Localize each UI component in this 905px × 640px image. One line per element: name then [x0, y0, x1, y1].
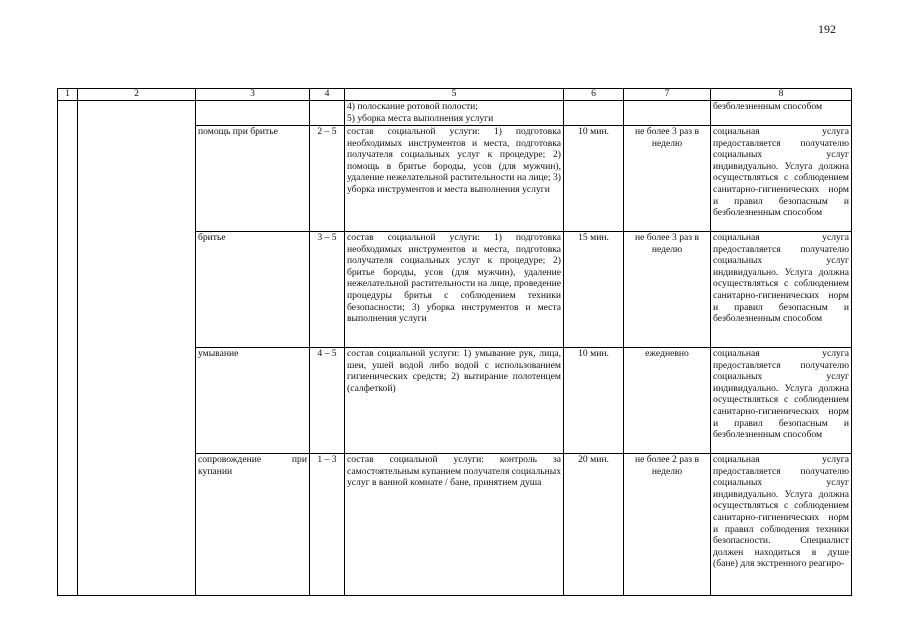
empty-cell	[624, 101, 711, 126]
service-name-cell: помощь при бритье	[196, 126, 310, 232]
conditions-cell: социальная услуга предоставляется получателю социальных услуг индивидуально. Услуга должна осуществляться с соблюдением санитарно-гигиенических норм и правил безопасным и безболезненным способом	[711, 126, 852, 232]
services-table	[57, 88, 852, 596]
code-cell: 3 – 5	[310, 232, 345, 348]
code-cell: 1 – 3	[310, 454, 345, 596]
column-number: 3	[196, 89, 310, 101]
frequency-cell: не более 2 раз в неделю	[624, 454, 711, 596]
column-number: 5	[345, 89, 564, 101]
conditions-text: безболезненным способом	[713, 101, 823, 112]
frequency-cell: не более 3 раз в неделю	[624, 126, 711, 232]
composition-line: 1) подготовка необходимых инструментов и места, подготовка получателя социальных услуг к процедуре;	[347, 126, 561, 161]
conditions-cell: социальная услуга предоставляется получателю социальных услуг индивидуально. Услуга должна осуществляться с соблюдением санитарно-гигиенических норм и правил безопасным и безболезненным способом	[711, 348, 852, 454]
empty-cell	[564, 101, 624, 126]
composition-line: 5) уборка места выполнения услуги	[347, 112, 494, 124]
empty-cell	[310, 101, 345, 126]
frequency-cell: не более 3 раз в неделю	[624, 232, 711, 348]
composition-cell	[345, 126, 564, 232]
composition-line: 1) подготовка необходимых инструментов и места, подготовка получателя социальных услуг к процедуре;	[347, 232, 561, 267]
duration-cell: 20 мин.	[564, 454, 624, 596]
conditions-cell	[711, 101, 852, 126]
column-number: 1	[58, 89, 78, 101]
composition-line: 2) вытирание полотенцем (салфеткой)	[347, 371, 561, 394]
frequency-cell: ежедневно	[624, 348, 711, 454]
composition-line: 3) уборка инструментов и места выполнения услуги	[347, 172, 561, 195]
composition-cell	[345, 454, 564, 596]
empty-cell	[196, 101, 310, 126]
composition-line: состав социальной услуги:	[347, 454, 484, 465]
empty-cell	[78, 101, 196, 596]
service-name-cell: бритье	[196, 232, 310, 348]
column-number: 6	[564, 89, 624, 101]
page-number: 192	[818, 22, 836, 36]
code-cell: 2 – 5	[310, 126, 345, 232]
service-name-cell: умывание	[196, 348, 310, 454]
composition-line: контроль за самостоятельным купанием получателя социальных услуг в ванной комнате / бане, принятием душа	[347, 454, 561, 489]
composition-line: 3) уборка инструментов и места выполнения услуги	[347, 301, 561, 325]
composition-line: состав социальной услуги:	[347, 348, 460, 359]
composition-cell	[345, 348, 564, 454]
conditions-cell: социальная услуга предоставляется получателю социальных услуг индивидуально. Услуга должна осуществляться с соблюдением санитарно-гигиенических норм и правил соблюдения техники безопасности. Специалист должен находиться в душе (бане) для экстренного реагиро-	[711, 454, 852, 596]
column-number-row	[58, 89, 852, 101]
composition-line: состав социальной услуги:	[347, 126, 480, 137]
code-cell: 4 – 5	[310, 348, 345, 454]
column-number: 8	[711, 89, 852, 101]
composition-line: состав социальной услуги:	[347, 232, 480, 243]
duration-cell: 10 мин.	[564, 126, 624, 232]
duration-cell: 10 мин.	[564, 348, 624, 454]
column-number: 4	[310, 89, 345, 101]
column-number: 7	[624, 89, 711, 101]
duration-cell: 15 мин.	[564, 232, 624, 348]
composition-line: 2) бритье бороды, усов (для мужчин), удаление нежелательной растительности на лице, проведение процедуры бритья с соблюдением техники безопасности;	[347, 255, 561, 313]
conditions-cell: социальная услуга предоставляется получателю социальных услуг индивидуально. Услуга должна осуществляться с соблюдением санитарно-гигиенических норм и правил безопасным и безболезненным способом	[711, 232, 852, 348]
composition-line: 1) умывание рук, лица, шеи, ушей водой либо водой с использованием гигиенических средств;	[347, 348, 561, 383]
service-name-cell: сопровождение при купании	[196, 454, 310, 596]
continuation-row	[58, 101, 852, 126]
composition-line: 2) помощь в бритье бороды, усов (для мужчин), удаление нежелательной растительности на лице;	[347, 149, 561, 184]
composition-cell	[345, 232, 564, 348]
composition-line: 4) полоскание ротовой полости;	[347, 101, 478, 112]
composition-cell	[345, 101, 564, 126]
empty-cell	[58, 101, 78, 596]
column-number: 2	[78, 89, 196, 101]
